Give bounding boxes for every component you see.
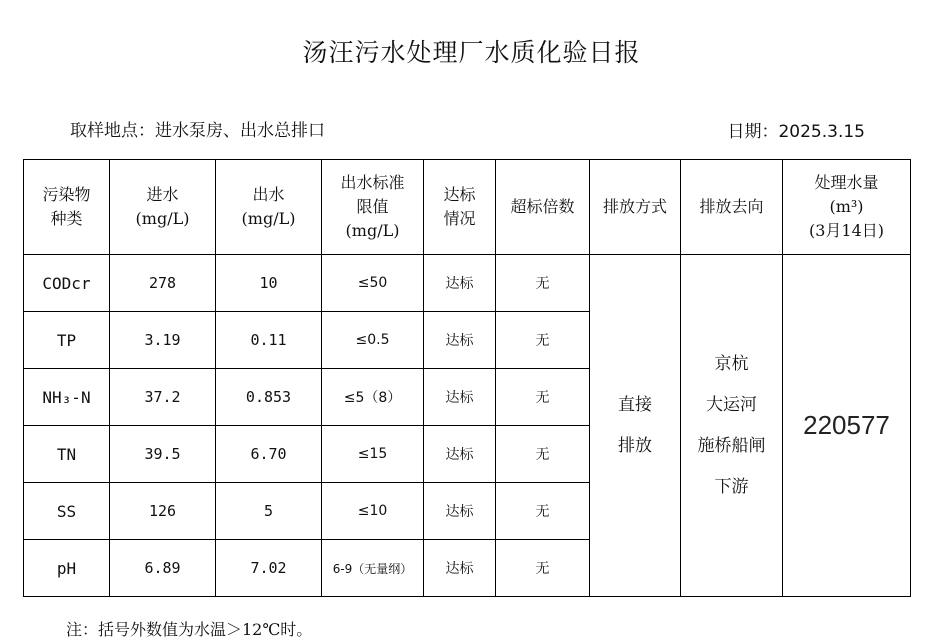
exceed-multiple: 无	[496, 369, 590, 426]
discharge-destination: 京杭 大运河 施桥船闸 下游	[681, 255, 783, 597]
inflow-value: 278	[110, 255, 216, 312]
limit-value: ≤0.5	[322, 312, 424, 369]
inflow-value: 6.89	[110, 540, 216, 597]
limit-value: ≤15	[322, 426, 424, 483]
outflow-value: 10	[216, 255, 322, 312]
pollutant-name: CODcr	[24, 255, 110, 312]
inflow-value: 3.19	[110, 312, 216, 369]
compliance-status: 达标	[424, 483, 496, 540]
limit-value: 6-9（无量纲）	[322, 540, 424, 597]
outflow-value: 7.02	[216, 540, 322, 597]
treated-volume: 220577	[783, 255, 911, 597]
limit-value: ≤10	[322, 483, 424, 540]
limit-value: ≤5（8）	[322, 369, 424, 426]
inflow-value: 126	[110, 483, 216, 540]
pollutant-name: TN	[24, 426, 110, 483]
table-row	[24, 255, 911, 312]
header-exceed: 超标倍数	[496, 160, 590, 255]
compliance-status: 达标	[424, 426, 496, 483]
exceed-multiple: 无	[496, 312, 590, 369]
pollutant-name: pH	[24, 540, 110, 597]
header-inflow: 进水 (mg/L)	[110, 160, 216, 255]
pollutant-name: TP	[24, 312, 110, 369]
outflow-value: 5	[216, 483, 322, 540]
header-volume: 处理水量 (m³) (3月14日)	[783, 160, 911, 255]
header-limit: 出水标准 限值 (mg/L)	[322, 160, 424, 255]
exceed-multiple: 无	[496, 426, 590, 483]
report-title: 汤汪污水处理厂水质化验日报	[302, 38, 641, 67]
outflow-value: 6.70	[216, 426, 322, 483]
inflow-value: 37.2	[110, 369, 216, 426]
header-discharge-method: 排放方式	[590, 160, 681, 255]
sampling-location: 取样地点：进水泵房、出水总排口	[70, 121, 325, 141]
footnote: 注：括号外数值为水温＞12℃时。	[66, 620, 313, 639]
compliance-status: 达标	[424, 540, 496, 597]
water-quality-table	[23, 159, 911, 597]
pollutant-name: SS	[24, 483, 110, 540]
report-date: 日期：2025.3.15	[727, 122, 865, 142]
compliance-status: 达标	[424, 255, 496, 312]
header-outflow: 出水 (mg/L)	[216, 160, 322, 255]
outflow-value: 0.853	[216, 369, 322, 426]
table-header-row	[24, 160, 911, 255]
outflow-value: 0.11	[216, 312, 322, 369]
pollutant-name: NH₃-N	[24, 369, 110, 426]
exceed-multiple: 无	[496, 540, 590, 597]
header-compliance: 达标 情况	[424, 160, 496, 255]
discharge-method: 直接 排放	[590, 255, 681, 597]
header-pollutant: 污染物 种类	[24, 160, 110, 255]
compliance-status: 达标	[424, 312, 496, 369]
compliance-status: 达标	[424, 369, 496, 426]
exceed-multiple: 无	[496, 255, 590, 312]
limit-value: ≤50	[322, 255, 424, 312]
inflow-value: 39.5	[110, 426, 216, 483]
header-discharge-destination: 排放去向	[681, 160, 783, 255]
exceed-multiple: 无	[496, 483, 590, 540]
